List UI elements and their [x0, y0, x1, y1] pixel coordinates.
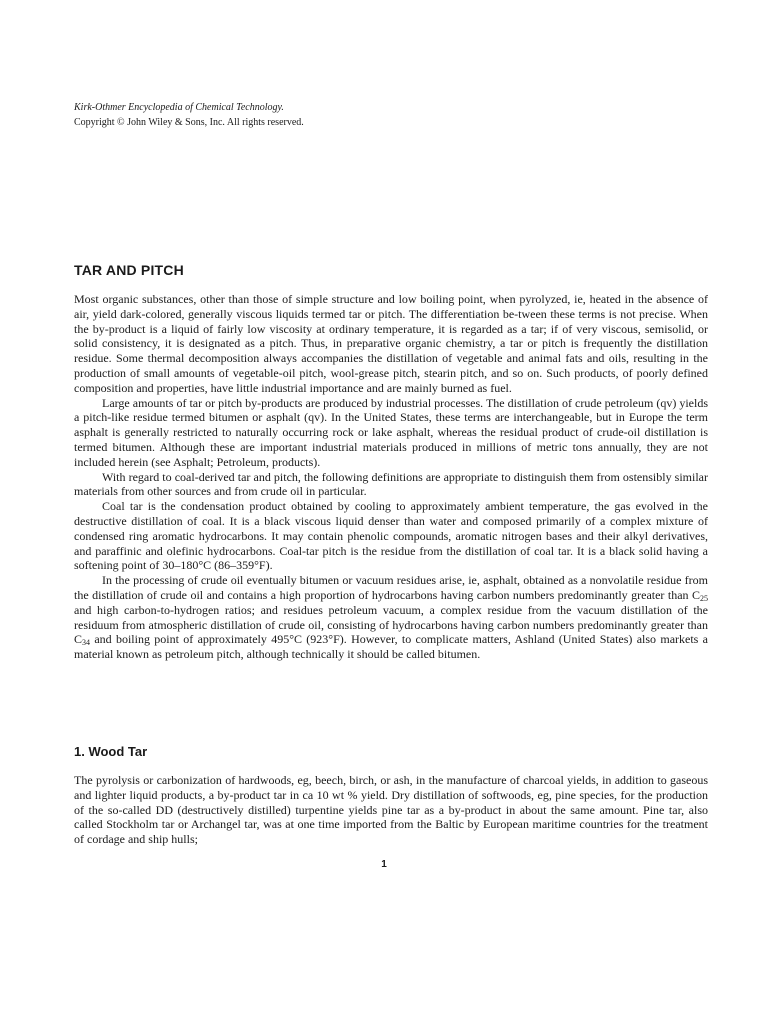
article-title: TAR AND PITCH	[74, 262, 184, 278]
body-paragraph	[74, 470, 708, 500]
wood-tar-body	[74, 773, 708, 847]
page-number: 1	[381, 859, 387, 870]
body-paragraph	[74, 499, 708, 573]
body-paragraph	[74, 573, 708, 662]
text-run: The pyrolysis or carbonization of hardwoods, eg, beech, birch, or ash, in the manufacture of charcoal yields, in addition to gaseous and lighter liquid products, a by-product tar in ca 10 wt % yield. Dry distillation of softwoods, eg, pine species, for the production of the so-called DD (destructively distilled) turpentine yields pine tar as a by-product in about the same amount. Pine tar, also called Stockholm tar or Archangel tar, was at one time imported from the Baltic by European maritime countries for the treatment of cordage and ship hulls;	[74, 773, 708, 847]
body-paragraph	[74, 396, 708, 470]
subscript: 25	[700, 593, 708, 603]
body-paragraph	[74, 292, 708, 396]
subscript: 34	[82, 638, 91, 648]
text-run: Large amounts of tar or pitch by-products are produced by industrial processes. The distillation of crude petroleum (qv) yields a pitch-like residue termed bitumen or asphalt (qv). In the United States, these terms are interchangeable, but in Europe the term asphalt is generally restricted to naturally occurring rock or lake asphalt, whereas the residual product of crude-oil distillation is termed bitumen. Although these are important industrial materials produced in millions of metric tons annually, they are not included herein (see Asphalt; Petroleum, products).	[74, 395, 708, 469]
text-run: and high carbon-to-hydrogen ratios; and residues petroleum vacuum, a complex residue from the vacuum distillation of the residuum from atmospheric distillation of crude oil, consisting of hydrocarbons having carbon numbers predominantly greater than C	[74, 602, 708, 647]
text-run: Coal tar is the condensation product obtained by cooling to approximately ambient temperature, the gas evolved in the destructive distillation of coal. It is a black viscous liquid denser than water and composed primarily of a complex mixture of condensed ring aromatic hydrocarbons. It may contain phenolic compounds, aromatic nitrogen bases and their alkyl derivatives, and paraffinic and olefinic hydrocarbons. Coal-tar pitch is the residue from the distillation of coal tar. It is a black solid having a softening point of 30–180°C (86–359°F).	[74, 499, 708, 573]
running-header	[74, 100, 304, 130]
section-heading-wood-tar: 1. Wood Tar	[74, 744, 148, 759]
copyright-notice: Copyright © John Wiley & Sons, Inc. All rights reserved.	[74, 117, 304, 128]
text-run: and boiling point of approximately 495°C (923°F). However, to complicate matters, Ashland (United States) also markets a material known as petroleum pitch, although technically it should be called bitumen.	[74, 632, 708, 662]
text-run: With regard to coal-derived tar and pitch, the following definitions are appropriate to distinguish them from ostensibly similar materials from other sources and from crude oil in particular.	[74, 469, 708, 499]
text-run: In the processing of crude oil eventually bitumen or vacuum residues arise, ie, asphalt, obtained as a nonvolatile residue from the distillation of crude oil and contains a high proportion of hydrocarbons having carbon numbers predominantly greater than C	[74, 573, 708, 602]
text-run: Most organic substances, other than those of simple structure and low boiling point, when pyrolyzed, ie, heated in the absence of air, yield dark-colored, generally viscous liquids termed tar or pitch. The differentiation be-tween these terms is not precise. When the by-product is a liquid of fairly low viscosity at ordinary temperature, it is regarded as a tar; if of very viscous, semisolid, or solid consistency, it is designated as a pitch. Thus, in preparative organic chemistry, a tar or pitch is frequently the distillation residue. Some thermal decomposition always accompanies the distillation of vegetable and animal fats and oils, resulting in the production of small amounts of vegetable-oil pitch, wool-grease pitch, stearin pitch, and so on. Such products, of poorly defined composition and properties, have little industrial importance and are mainly burned as fuel.	[74, 292, 708, 395]
publication-name: Kirk-Othmer Encyclopedia of Chemical Technology.	[74, 102, 284, 113]
body-paragraph	[74, 773, 708, 847]
intro-body	[74, 292, 708, 662]
